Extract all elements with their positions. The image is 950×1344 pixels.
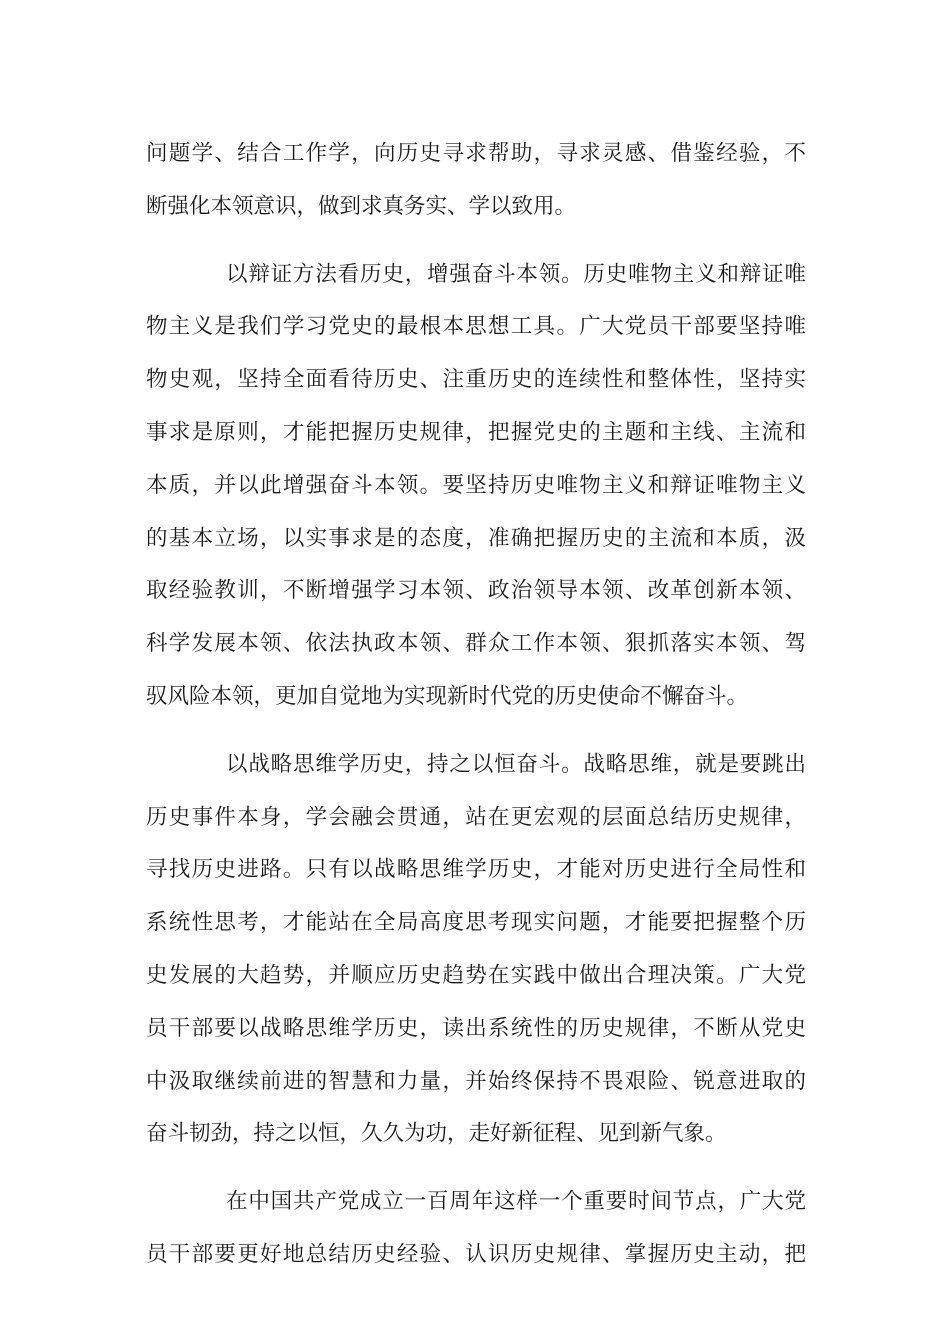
text-line: 断强化本领意识，做到求真务实、学以致用。 (146, 193, 577, 219)
text-line: 的基本立场，以实事求是的态度，准确把握历史的主流和本质，汲 (146, 525, 806, 551)
text-line: 系统性思考，才能站在全局高度思考现实问题，才能要把握整个历 (146, 910, 806, 936)
text-line: 以辩证方法看历史，增强奋斗本领。历史唯物主义和辩证唯 (226, 261, 806, 287)
text-line: 本质，并以此增强奋斗本领。要坚持历史唯物主义和辩证唯物主义 (146, 472, 806, 498)
text-line: 员干部要以战略思维学历史，读出系统性的历史规律，不断从党史 (146, 1015, 806, 1041)
paragraph-3 (146, 739, 806, 1161)
text-line: 史发展的大趋势，并顺应历史趋势在实践中做出合理决策。广大党 (146, 962, 806, 988)
text-line: 奋斗韧劲，持之以恒，久久为功，走好新征程、见到新气象。 (146, 1121, 727, 1147)
text-line: 员干部要更好地总结历史经验、认识历史规律、掌握历史主动，把 (146, 1241, 806, 1267)
paragraph-4 (146, 1176, 806, 1282)
text-line: 中汲取继续前进的智慧和力量，并始终保持不畏艰险、锐意进取的 (146, 1068, 806, 1094)
text-line: 取经验教训，不断增强学习本领、政治领导本领、改革创新本领、 (146, 578, 806, 604)
text-line: 问题学、结合工作学，向历史寻求帮助，寻求灵感、借鉴经验，不 (146, 141, 806, 166)
text-line: 历史事件本身，学会融会贯通，站在更宏观的层面总结历史规律， (146, 804, 806, 830)
body-text (146, 128, 806, 1282)
text-line: 寻找历史进路。只有以战略思维学历史，才能对历史进行全局性和 (146, 857, 806, 883)
text-line: 物主义是我们学习党史的最根本思想工具。广大党员干部要坚持唯 (146, 314, 806, 340)
paragraph-2 (146, 249, 806, 724)
text-line: 以战略思维学历史，持之以恒奋斗。战略思维，就是要跳出 (226, 751, 806, 777)
text-line: 在中国共产党成立一百周年这样一个重要时间节点，广大党 (226, 1189, 806, 1215)
text-line: 物史观，坚持全面看待历史、注重历史的连续性和整体性，坚持实 (146, 367, 806, 393)
text-line: 驭风险本领，更加自觉地为实现新时代党的历史使命不懈奋斗。 (146, 683, 749, 709)
text-line: 科学发展本领、依法执政本领、群众工作本领、狠抓落实本领、驾 (146, 631, 806, 657)
paragraph-1 (146, 128, 806, 234)
text-line: 事求是原则，才能把握历史规律，把握党史的主题和主线、主流和 (146, 419, 806, 445)
